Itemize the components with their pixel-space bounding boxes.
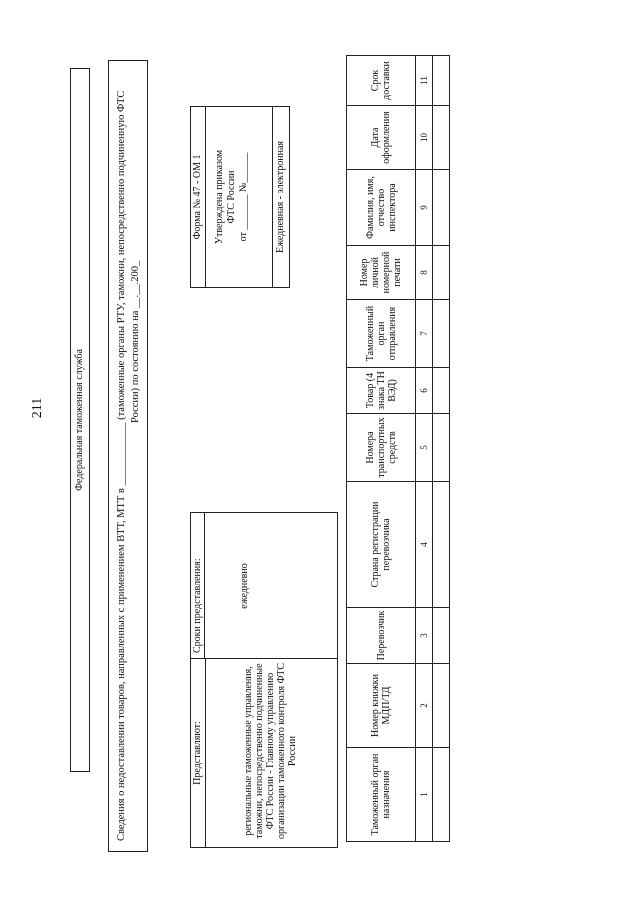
column-number: 6 [416,368,433,414]
table-cell [433,664,450,748]
table-cell [433,368,450,414]
table-cell [433,170,450,246]
submitters-text: региональные таможенные управления, таможни, непосредственно подчиненные ФТС России - Главному управлению организации таможенного контроля ФТС России [243,662,298,840]
column-header: Страна регистрации перевозчика [347,482,416,608]
table-number-row [416,56,433,842]
column-header: Номер личной номерной печати [347,246,416,300]
table-cell [433,482,450,608]
table-cell [433,246,450,300]
page-number: 211 [30,397,45,419]
column-number: 1 [416,748,433,842]
column-number: 3 [416,608,433,664]
column-number: 11 [416,56,433,106]
table-empty-row [433,56,450,842]
table-cell [433,608,450,664]
form-approved-line-3: от _______ №______ [238,152,249,242]
column-number: 10 [416,106,433,170]
deadline-text: ежедневно [239,563,250,609]
table-cell [433,300,450,368]
column-header: Срок доставки [347,56,416,106]
column-header: Таможенный орган назначения [347,748,416,842]
column-header: Номера транспортных средств [347,414,416,482]
column-number: 2 [416,664,433,748]
column-number: 9 [416,170,433,246]
table-header-row [347,56,416,842]
submission-divider [205,658,337,659]
table-cell [433,748,450,842]
form-approved-line-1: Утверждена приказом [214,149,225,245]
column-number: 4 [416,482,433,608]
form-number: Форма № 47 - ОМ 1 [191,107,206,287]
form-approval-text [206,107,250,287]
column-header: Товар (4 знака ТН ВЭД) [347,368,416,414]
agency-name: Федеральная таможенная служба [70,68,90,772]
column-header: Фамилия, имя, отчество инспектора [347,170,416,246]
column-header: Дата оформления [347,106,416,170]
undelivered-goods-table [346,55,450,842]
submission-box [190,512,338,848]
table-cell [433,56,450,106]
report-title-line-2: России) по состоянию на __.__.200_ [130,260,141,423]
form-approval-box [190,106,290,288]
column-header: Номер книжки МДП/ТД [347,664,416,748]
column-header: Перевозчик [347,608,416,664]
form-approved-line-2: ФТС России [226,170,237,224]
column-number: 5 [416,414,433,482]
form-frequency: Ежедневная - электронная [272,107,289,287]
table-cell [433,106,450,170]
report-title [108,60,148,852]
submitters-header: Представляют: [191,658,206,847]
column-number: 7 [416,300,433,368]
report-title-line-1: Сведения о недоставлении товаров, направленных с применением ВТТ, МТТ в ____________ (таможенные органы РТУ, таможни, непосредственно подчиненную ФТС [116,90,127,841]
column-header: Таможенный орган отправления [347,300,416,368]
column-number: 8 [416,246,433,300]
deadline-header: Сроки представления: [191,513,205,659]
table-cell [433,414,450,482]
